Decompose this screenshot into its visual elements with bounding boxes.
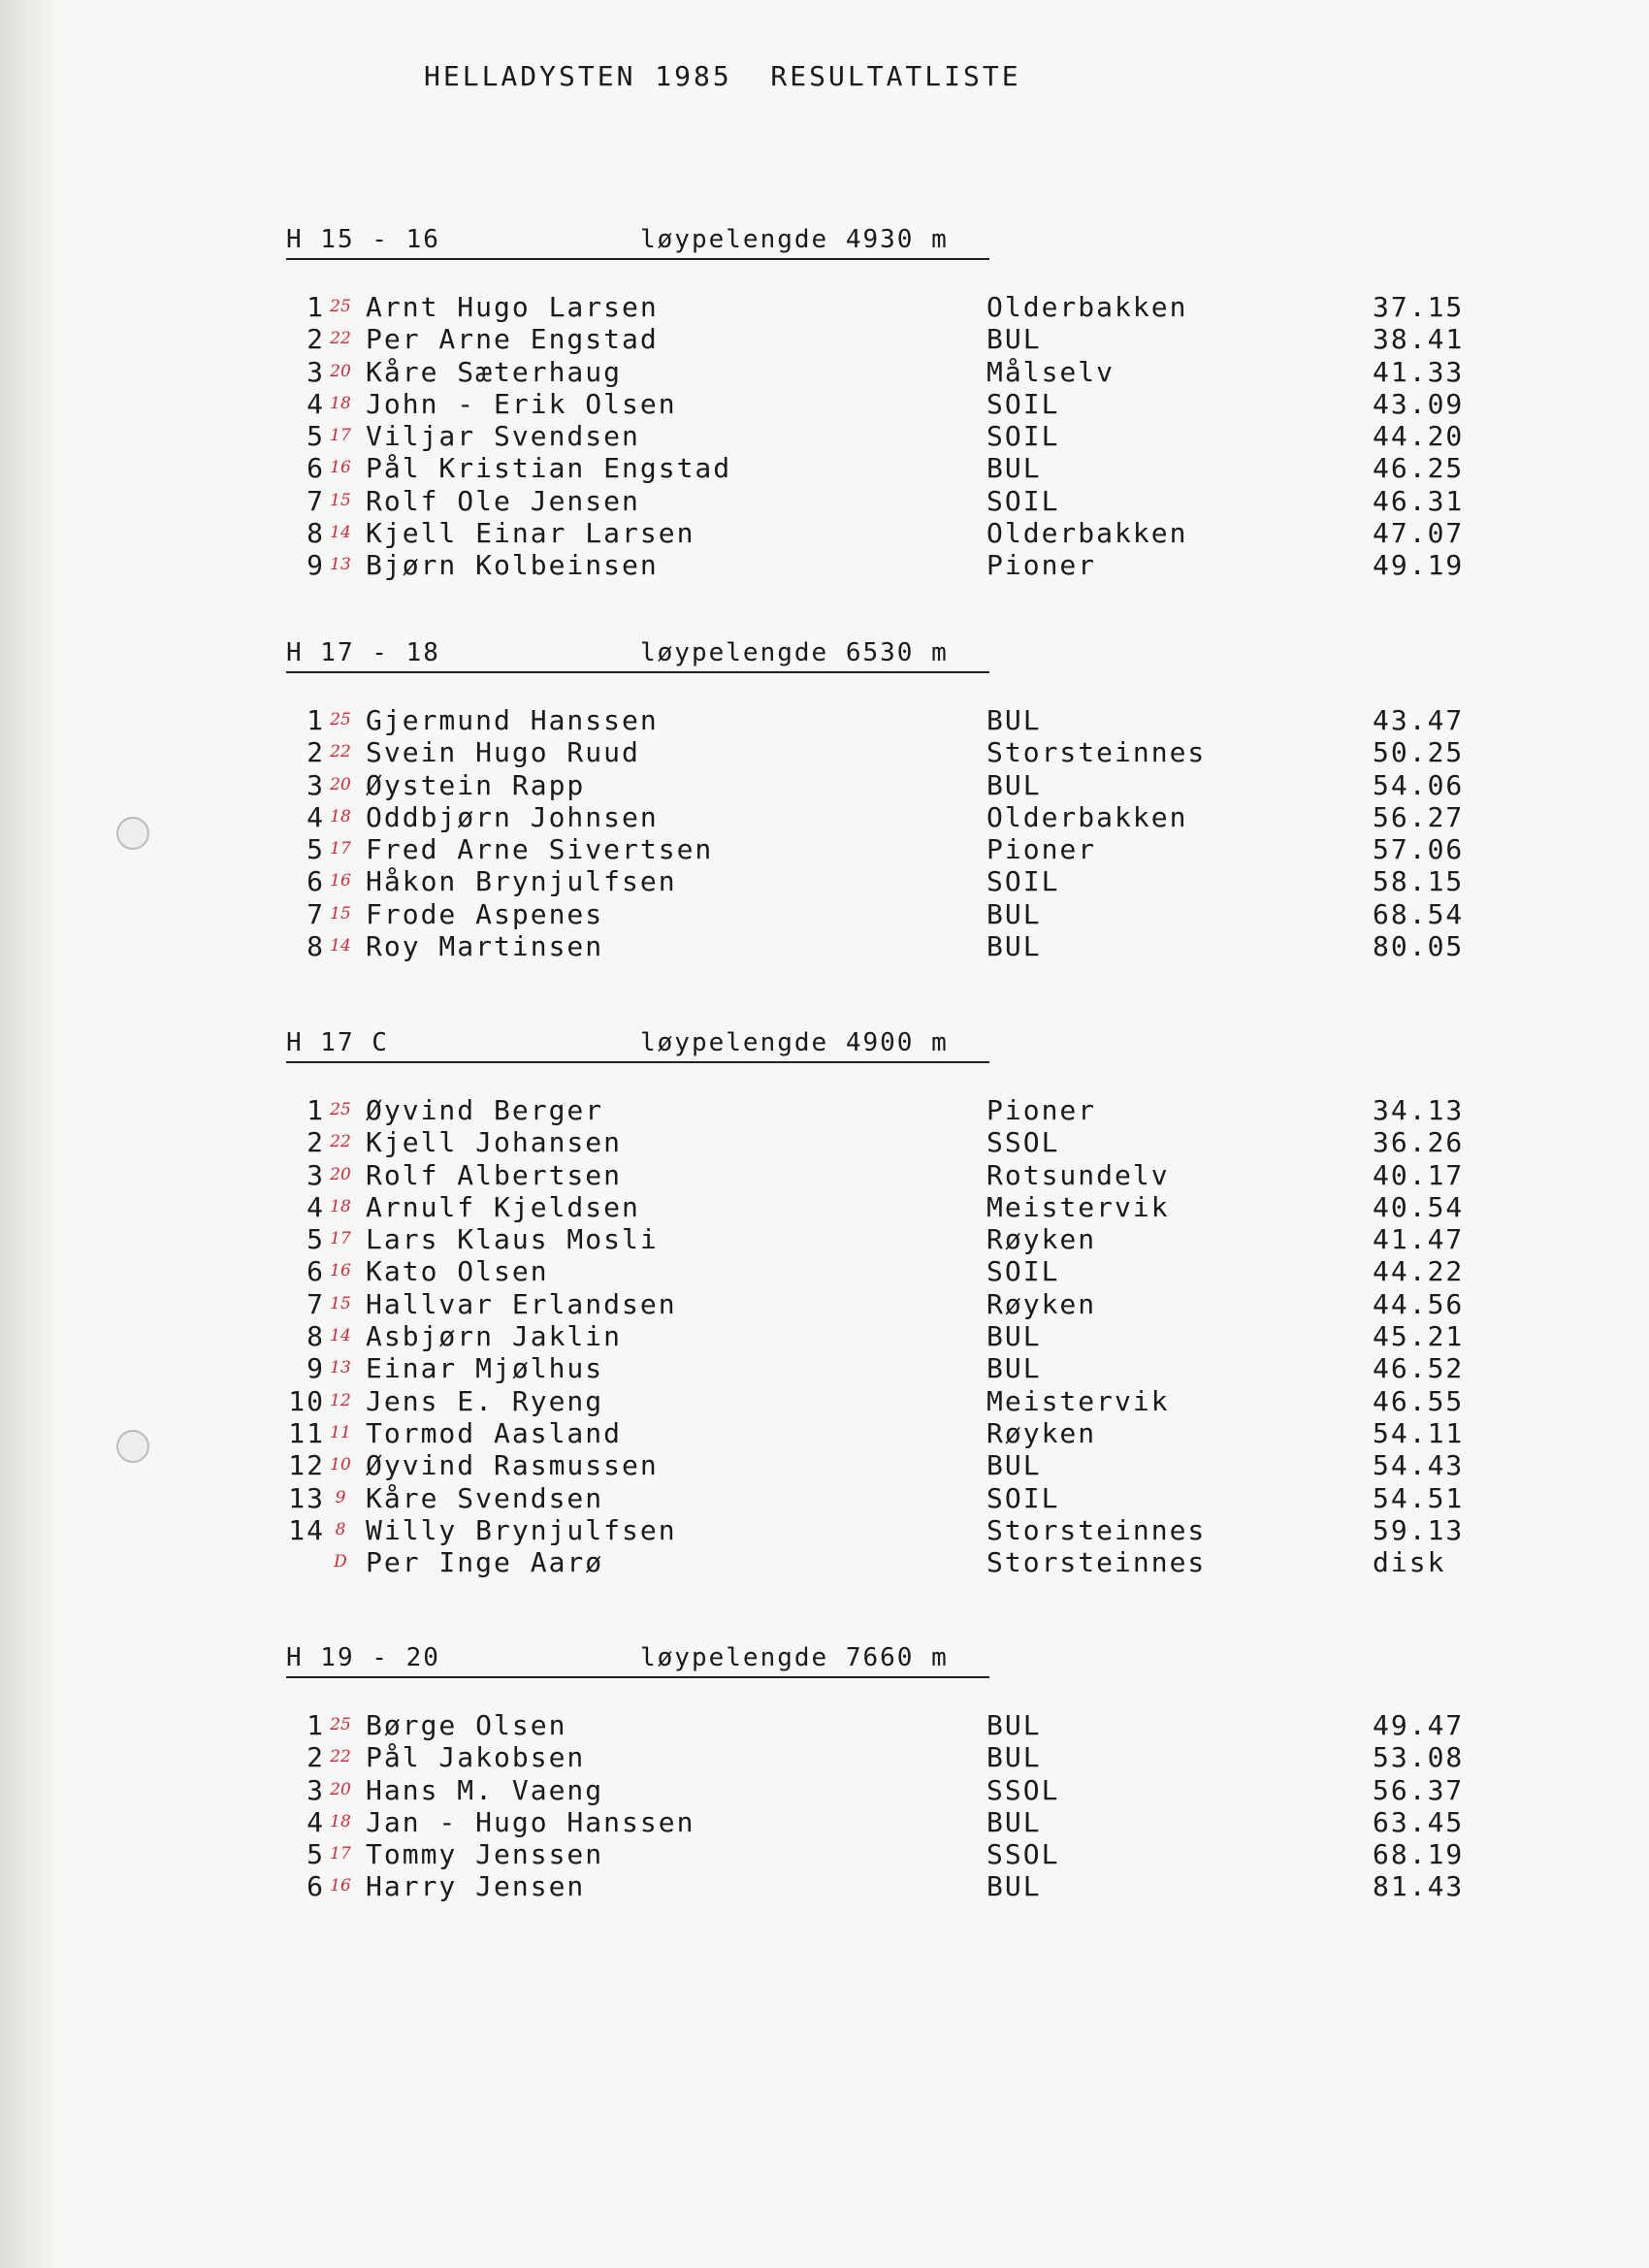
club-name: Pioner bbox=[986, 549, 1097, 582]
result-row bbox=[286, 291, 1499, 323]
finish-time: 53.08 bbox=[1373, 1741, 1465, 1774]
place-number: 7 bbox=[307, 1287, 325, 1320]
finish-time: 38.41 bbox=[1373, 323, 1465, 356]
place-number: 4 bbox=[307, 800, 325, 833]
handwritten-points: 10 bbox=[330, 1455, 351, 1475]
place-number: 6 bbox=[307, 452, 325, 485]
result-row bbox=[286, 420, 1499, 452]
runner-name: Lars Klaus Mosli bbox=[366, 1223, 659, 1256]
runner-name: Roy Martinsen bbox=[366, 930, 604, 963]
runner-name: Øyvind Berger bbox=[366, 1094, 604, 1126]
place-number: 6 bbox=[307, 865, 325, 898]
club-name: SOIL bbox=[986, 1255, 1060, 1288]
header-underline bbox=[286, 671, 989, 673]
runner-name: Oddbjørn Johnsen bbox=[366, 800, 659, 833]
result-row bbox=[286, 801, 1499, 833]
result-row bbox=[286, 769, 1499, 801]
club-name: BUL bbox=[986, 1870, 1042, 1903]
place-number: 11 bbox=[288, 1416, 325, 1449]
place-number: 14 bbox=[288, 1513, 325, 1546]
runner-name: Børge Olsen bbox=[366, 1709, 567, 1741]
result-section bbox=[286, 1643, 1499, 1903]
result-row bbox=[286, 833, 1499, 865]
result-row bbox=[286, 549, 1499, 581]
club-name: BUL bbox=[986, 323, 1042, 356]
header-underline bbox=[286, 1676, 989, 1678]
handwritten-points: 15 bbox=[330, 1293, 351, 1313]
club-name: Røyken bbox=[986, 1416, 1097, 1449]
handwritten-points: 17 bbox=[330, 1229, 351, 1249]
club-name: SSOL bbox=[986, 1838, 1060, 1871]
result-row bbox=[286, 704, 1499, 736]
finish-time: 44.56 bbox=[1373, 1287, 1465, 1320]
handwritten-points: 18 bbox=[330, 806, 351, 826]
place-number: 12 bbox=[288, 1449, 325, 1482]
handwritten-points: 8 bbox=[335, 1519, 346, 1539]
runner-name: Rolf Albertsen bbox=[366, 1158, 623, 1191]
handwritten-points: 25 bbox=[330, 1715, 351, 1734]
handwritten-points: 16 bbox=[330, 1876, 351, 1896]
result-row bbox=[286, 1191, 1499, 1223]
runner-name: Jens E. Ryeng bbox=[366, 1384, 604, 1417]
club-name: BUL bbox=[986, 768, 1042, 801]
finish-time: 46.31 bbox=[1373, 484, 1465, 517]
club-name: Pioner bbox=[986, 1094, 1097, 1126]
finish-time: 47.07 bbox=[1373, 517, 1465, 550]
result-row bbox=[286, 1094, 1499, 1126]
place-number: 2 bbox=[307, 323, 325, 356]
finish-time: 43.09 bbox=[1373, 387, 1465, 420]
place-number: 4 bbox=[307, 1190, 325, 1223]
handwritten-points: 13 bbox=[330, 1358, 351, 1378]
place-number: 2 bbox=[307, 1741, 325, 1774]
result-row bbox=[286, 517, 1499, 549]
punch-hole bbox=[116, 817, 149, 850]
handwritten-points: 20 bbox=[330, 1164, 351, 1184]
handwritten-points: 9 bbox=[335, 1487, 346, 1507]
result-row bbox=[286, 1417, 1499, 1449]
result-row bbox=[286, 1352, 1499, 1384]
finish-time: 50.25 bbox=[1373, 736, 1465, 769]
runner-name: Arnulf Kjeldsen bbox=[366, 1190, 640, 1223]
place-number: 7 bbox=[307, 897, 325, 930]
result-row bbox=[286, 898, 1499, 930]
runner-name: Pål Kristian Engstad bbox=[366, 452, 732, 485]
club-name: SOIL bbox=[986, 865, 1060, 898]
runner-name: Tommy Jenssen bbox=[366, 1838, 604, 1871]
handwritten-points: 16 bbox=[330, 1261, 351, 1281]
finish-time: 54.06 bbox=[1373, 768, 1465, 801]
club-name: Røyken bbox=[986, 1287, 1097, 1320]
finish-time: 40.17 bbox=[1373, 1158, 1465, 1191]
result-row bbox=[286, 1838, 1499, 1870]
handwritten-points: 22 bbox=[330, 1747, 351, 1767]
result-row bbox=[286, 1126, 1499, 1158]
runner-name: John - Erik Olsen bbox=[366, 387, 677, 420]
finish-time: 44.20 bbox=[1373, 420, 1465, 453]
finish-time: 81.43 bbox=[1373, 1870, 1465, 1903]
handwritten-points: 16 bbox=[330, 458, 351, 478]
club-name: SSOL bbox=[986, 1126, 1060, 1159]
runner-name: Svein Hugo Ruud bbox=[366, 736, 640, 769]
club-name: Olderbakken bbox=[986, 800, 1188, 833]
place-number: 8 bbox=[307, 930, 325, 963]
place-number: 8 bbox=[307, 1320, 325, 1353]
class-label: H 17 C bbox=[286, 1028, 389, 1057]
handwritten-points: 11 bbox=[330, 1422, 351, 1442]
club-name: Målselv bbox=[986, 355, 1116, 388]
club-name: BUL bbox=[986, 930, 1042, 963]
runner-name: Jan - Hugo Hanssen bbox=[366, 1805, 695, 1838]
header-underline bbox=[286, 1061, 989, 1063]
club-name: Storsteinnes bbox=[986, 1546, 1207, 1579]
finish-time: 41.33 bbox=[1373, 355, 1465, 388]
handwritten-points: 22 bbox=[330, 1132, 351, 1152]
place-number: 8 bbox=[307, 517, 325, 550]
club-name: Rotsundelv bbox=[986, 1158, 1170, 1191]
place-number: 6 bbox=[307, 1870, 325, 1903]
handwritten-points: 20 bbox=[330, 361, 351, 381]
runner-name: Viljar Svendsen bbox=[366, 420, 640, 453]
finish-time: 63.45 bbox=[1373, 1805, 1465, 1838]
handwritten-points: 12 bbox=[330, 1390, 351, 1410]
club-name: Olderbakken bbox=[986, 517, 1188, 550]
result-row bbox=[286, 388, 1499, 420]
result-row bbox=[286, 1449, 1499, 1481]
runner-name: Hallvar Erlandsen bbox=[366, 1287, 677, 1320]
place-number: 3 bbox=[307, 1158, 325, 1191]
result-row bbox=[286, 1255, 1499, 1287]
page-edge-shadow bbox=[0, 0, 58, 2268]
runner-name: Frode Aspenes bbox=[366, 897, 604, 930]
result-row bbox=[286, 1546, 1499, 1578]
club-name: BUL bbox=[986, 1805, 1042, 1838]
place-number: 4 bbox=[307, 387, 325, 420]
club-name: SOIL bbox=[986, 1481, 1060, 1514]
finish-time: 58.15 bbox=[1373, 865, 1465, 898]
section-header bbox=[286, 1643, 1499, 1682]
club-name: SOIL bbox=[986, 420, 1060, 453]
club-name: BUL bbox=[986, 897, 1042, 930]
handwritten-points: 22 bbox=[330, 329, 351, 349]
result-row bbox=[286, 1709, 1499, 1741]
finish-time: 56.37 bbox=[1373, 1773, 1465, 1806]
finish-time: 43.47 bbox=[1373, 704, 1465, 736]
result-row bbox=[286, 1320, 1499, 1352]
place-number: 3 bbox=[307, 355, 325, 388]
result-row bbox=[286, 736, 1499, 768]
class-label: H 17 - 18 bbox=[286, 638, 440, 667]
handwritten-points: 14 bbox=[330, 936, 351, 956]
finish-time: 46.55 bbox=[1373, 1384, 1465, 1417]
club-name: BUL bbox=[986, 704, 1042, 736]
runner-name: Willy Brynjulfsen bbox=[366, 1513, 677, 1546]
course-length: løypelengde 7660 m bbox=[640, 1643, 949, 1672]
club-name: Meistervik bbox=[986, 1384, 1170, 1417]
result-section bbox=[286, 225, 1499, 582]
club-name: BUL bbox=[986, 1709, 1042, 1741]
club-name: Meistervik bbox=[986, 1190, 1170, 1223]
runner-name: Asbjørn Jaklin bbox=[366, 1320, 623, 1353]
finish-time: 37.15 bbox=[1373, 291, 1465, 323]
runner-name: Hans M. Vaeng bbox=[366, 1773, 604, 1806]
finish-time: 41.47 bbox=[1373, 1223, 1465, 1256]
course-length: løypelengde 4900 m bbox=[640, 1028, 949, 1057]
place-number: 10 bbox=[288, 1384, 325, 1417]
runner-name: Per Inge Aarø bbox=[366, 1546, 604, 1579]
runner-name: Rolf Ole Jensen bbox=[366, 484, 640, 517]
place-number: 9 bbox=[307, 549, 325, 582]
handwritten-points: 20 bbox=[330, 1779, 351, 1799]
place-number: 5 bbox=[307, 1223, 325, 1256]
finish-time: 49.19 bbox=[1373, 549, 1465, 582]
club-name: BUL bbox=[986, 1449, 1042, 1482]
handwritten-points: 15 bbox=[330, 490, 351, 510]
result-row bbox=[286, 1482, 1499, 1514]
finish-time: 49.47 bbox=[1373, 1709, 1465, 1741]
place-number: 3 bbox=[307, 1773, 325, 1806]
handwritten-points: 20 bbox=[330, 774, 351, 794]
result-row bbox=[286, 865, 1499, 897]
club-name: Pioner bbox=[986, 833, 1097, 866]
runner-name: Øystein Rapp bbox=[366, 768, 586, 801]
handwritten-points: 14 bbox=[330, 1326, 351, 1346]
runner-name: Per Arne Engstad bbox=[366, 323, 659, 356]
finish-time: 54.11 bbox=[1373, 1416, 1465, 1449]
class-label: H 15 - 16 bbox=[286, 225, 440, 254]
runner-name: Kato Olsen bbox=[366, 1255, 549, 1288]
runner-name: Kåre Sæterhaug bbox=[366, 355, 623, 388]
punch-hole bbox=[116, 1430, 149, 1463]
finish-time: 54.43 bbox=[1373, 1449, 1465, 1482]
result-section bbox=[286, 638, 1499, 962]
runner-name: Bjørn Kolbeinsen bbox=[366, 549, 659, 582]
finish-time: 68.54 bbox=[1373, 897, 1465, 930]
runner-name: Kjell Einar Larsen bbox=[366, 517, 695, 550]
finish-time: 45.21 bbox=[1373, 1320, 1465, 1353]
finish-time: disk bbox=[1373, 1546, 1446, 1579]
result-row bbox=[286, 1870, 1499, 1902]
finish-time: 80.05 bbox=[1373, 930, 1465, 963]
result-row bbox=[286, 452, 1499, 484]
club-name: Storsteinnes bbox=[986, 736, 1207, 769]
club-name: Olderbakken bbox=[986, 291, 1188, 323]
course-length: løypelengde 4930 m bbox=[640, 225, 949, 254]
club-name: BUL bbox=[986, 1352, 1042, 1385]
finish-time: 59.13 bbox=[1373, 1513, 1465, 1546]
document-title: HELLADYSTEN 1985 RESULTATLISTE bbox=[424, 60, 1021, 92]
result-section bbox=[286, 1028, 1499, 1578]
course-length: løypelengde 6530 m bbox=[640, 638, 949, 667]
finish-time: 68.19 bbox=[1373, 1838, 1465, 1871]
runner-name: Tormod Aasland bbox=[366, 1416, 623, 1449]
result-row bbox=[286, 1288, 1499, 1320]
handwritten-points: 25 bbox=[330, 297, 351, 316]
result-row bbox=[286, 1774, 1499, 1806]
place-number: 6 bbox=[307, 1255, 325, 1288]
finish-time: 40.54 bbox=[1373, 1190, 1465, 1223]
finish-time: 46.52 bbox=[1373, 1352, 1465, 1385]
handwritten-points: 17 bbox=[330, 839, 351, 859]
place-number: 9 bbox=[307, 1352, 325, 1385]
result-row bbox=[286, 930, 1499, 962]
result-row bbox=[286, 485, 1499, 517]
runner-name: Harry Jensen bbox=[366, 1870, 586, 1903]
club-name: BUL bbox=[986, 452, 1042, 485]
place-number: 5 bbox=[307, 1838, 325, 1871]
runner-name: Kjell Johansen bbox=[366, 1126, 623, 1159]
result-row bbox=[286, 1806, 1499, 1838]
header-underline bbox=[286, 258, 989, 260]
handwritten-points: 25 bbox=[330, 1100, 351, 1119]
place-number: 4 bbox=[307, 1805, 325, 1838]
handwritten-points: 15 bbox=[330, 903, 351, 923]
result-row bbox=[286, 1385, 1499, 1417]
club-name: BUL bbox=[986, 1320, 1042, 1353]
handwritten-points: 17 bbox=[330, 1844, 351, 1864]
club-name: SOIL bbox=[986, 484, 1060, 517]
runner-name: Fred Arne Sivertsen bbox=[366, 833, 714, 866]
handwritten-points: 18 bbox=[330, 1811, 351, 1831]
handwritten-points: 13 bbox=[330, 555, 351, 575]
handwritten-points: D bbox=[334, 1552, 347, 1572]
place-number: 13 bbox=[288, 1481, 325, 1514]
runner-name: Arnt Hugo Larsen bbox=[366, 291, 659, 323]
result-row bbox=[286, 1514, 1499, 1546]
finish-time: 56.27 bbox=[1373, 800, 1465, 833]
club-name: Storsteinnes bbox=[986, 1513, 1207, 1546]
handwritten-points: 22 bbox=[330, 742, 351, 762]
place-number: 3 bbox=[307, 768, 325, 801]
place-number: 2 bbox=[307, 736, 325, 769]
place-number: 1 bbox=[307, 1094, 325, 1126]
handwritten-points: 18 bbox=[330, 1196, 351, 1216]
place-number: 1 bbox=[307, 291, 325, 323]
runner-name: Pål Jakobsen bbox=[366, 1741, 586, 1774]
finish-time: 34.13 bbox=[1373, 1094, 1465, 1126]
handwritten-points: 14 bbox=[330, 523, 351, 543]
finish-time: 54.51 bbox=[1373, 1481, 1465, 1514]
finish-time: 36.26 bbox=[1373, 1126, 1465, 1159]
runner-name: Håkon Brynjulfsen bbox=[366, 865, 677, 898]
place-number: 7 bbox=[307, 484, 325, 517]
runner-name: Kåre Svendsen bbox=[366, 1481, 604, 1514]
result-row bbox=[286, 1223, 1499, 1255]
club-name: Røyken bbox=[986, 1223, 1097, 1256]
result-row bbox=[286, 1159, 1499, 1191]
result-row bbox=[286, 1741, 1499, 1773]
handwritten-points: 17 bbox=[330, 426, 351, 446]
handwritten-points: 16 bbox=[330, 871, 351, 891]
section-header bbox=[286, 638, 1499, 677]
finish-time: 57.06 bbox=[1373, 833, 1465, 866]
runner-name: Øyvind Rasmussen bbox=[366, 1449, 659, 1482]
place-number: 5 bbox=[307, 420, 325, 453]
handwritten-points: 18 bbox=[330, 393, 351, 413]
class-label: H 19 - 20 bbox=[286, 1643, 440, 1672]
result-row bbox=[286, 356, 1499, 388]
runner-name: Gjermund Hanssen bbox=[366, 704, 659, 736]
result-row bbox=[286, 323, 1499, 355]
place-number: 2 bbox=[307, 1126, 325, 1159]
runner-name: Einar Mjølhus bbox=[366, 1352, 604, 1385]
section-header bbox=[286, 225, 1499, 264]
finish-time: 46.25 bbox=[1373, 452, 1465, 485]
club-name: SOIL bbox=[986, 387, 1060, 420]
club-name: BUL bbox=[986, 1741, 1042, 1774]
handwritten-points: 25 bbox=[330, 710, 351, 729]
place-number: 1 bbox=[307, 1709, 325, 1741]
place-number: 5 bbox=[307, 833, 325, 866]
finish-time: 44.22 bbox=[1373, 1255, 1465, 1288]
club-name: SSOL bbox=[986, 1773, 1060, 1806]
place-number: 1 bbox=[307, 704, 325, 736]
section-header bbox=[286, 1028, 1499, 1067]
